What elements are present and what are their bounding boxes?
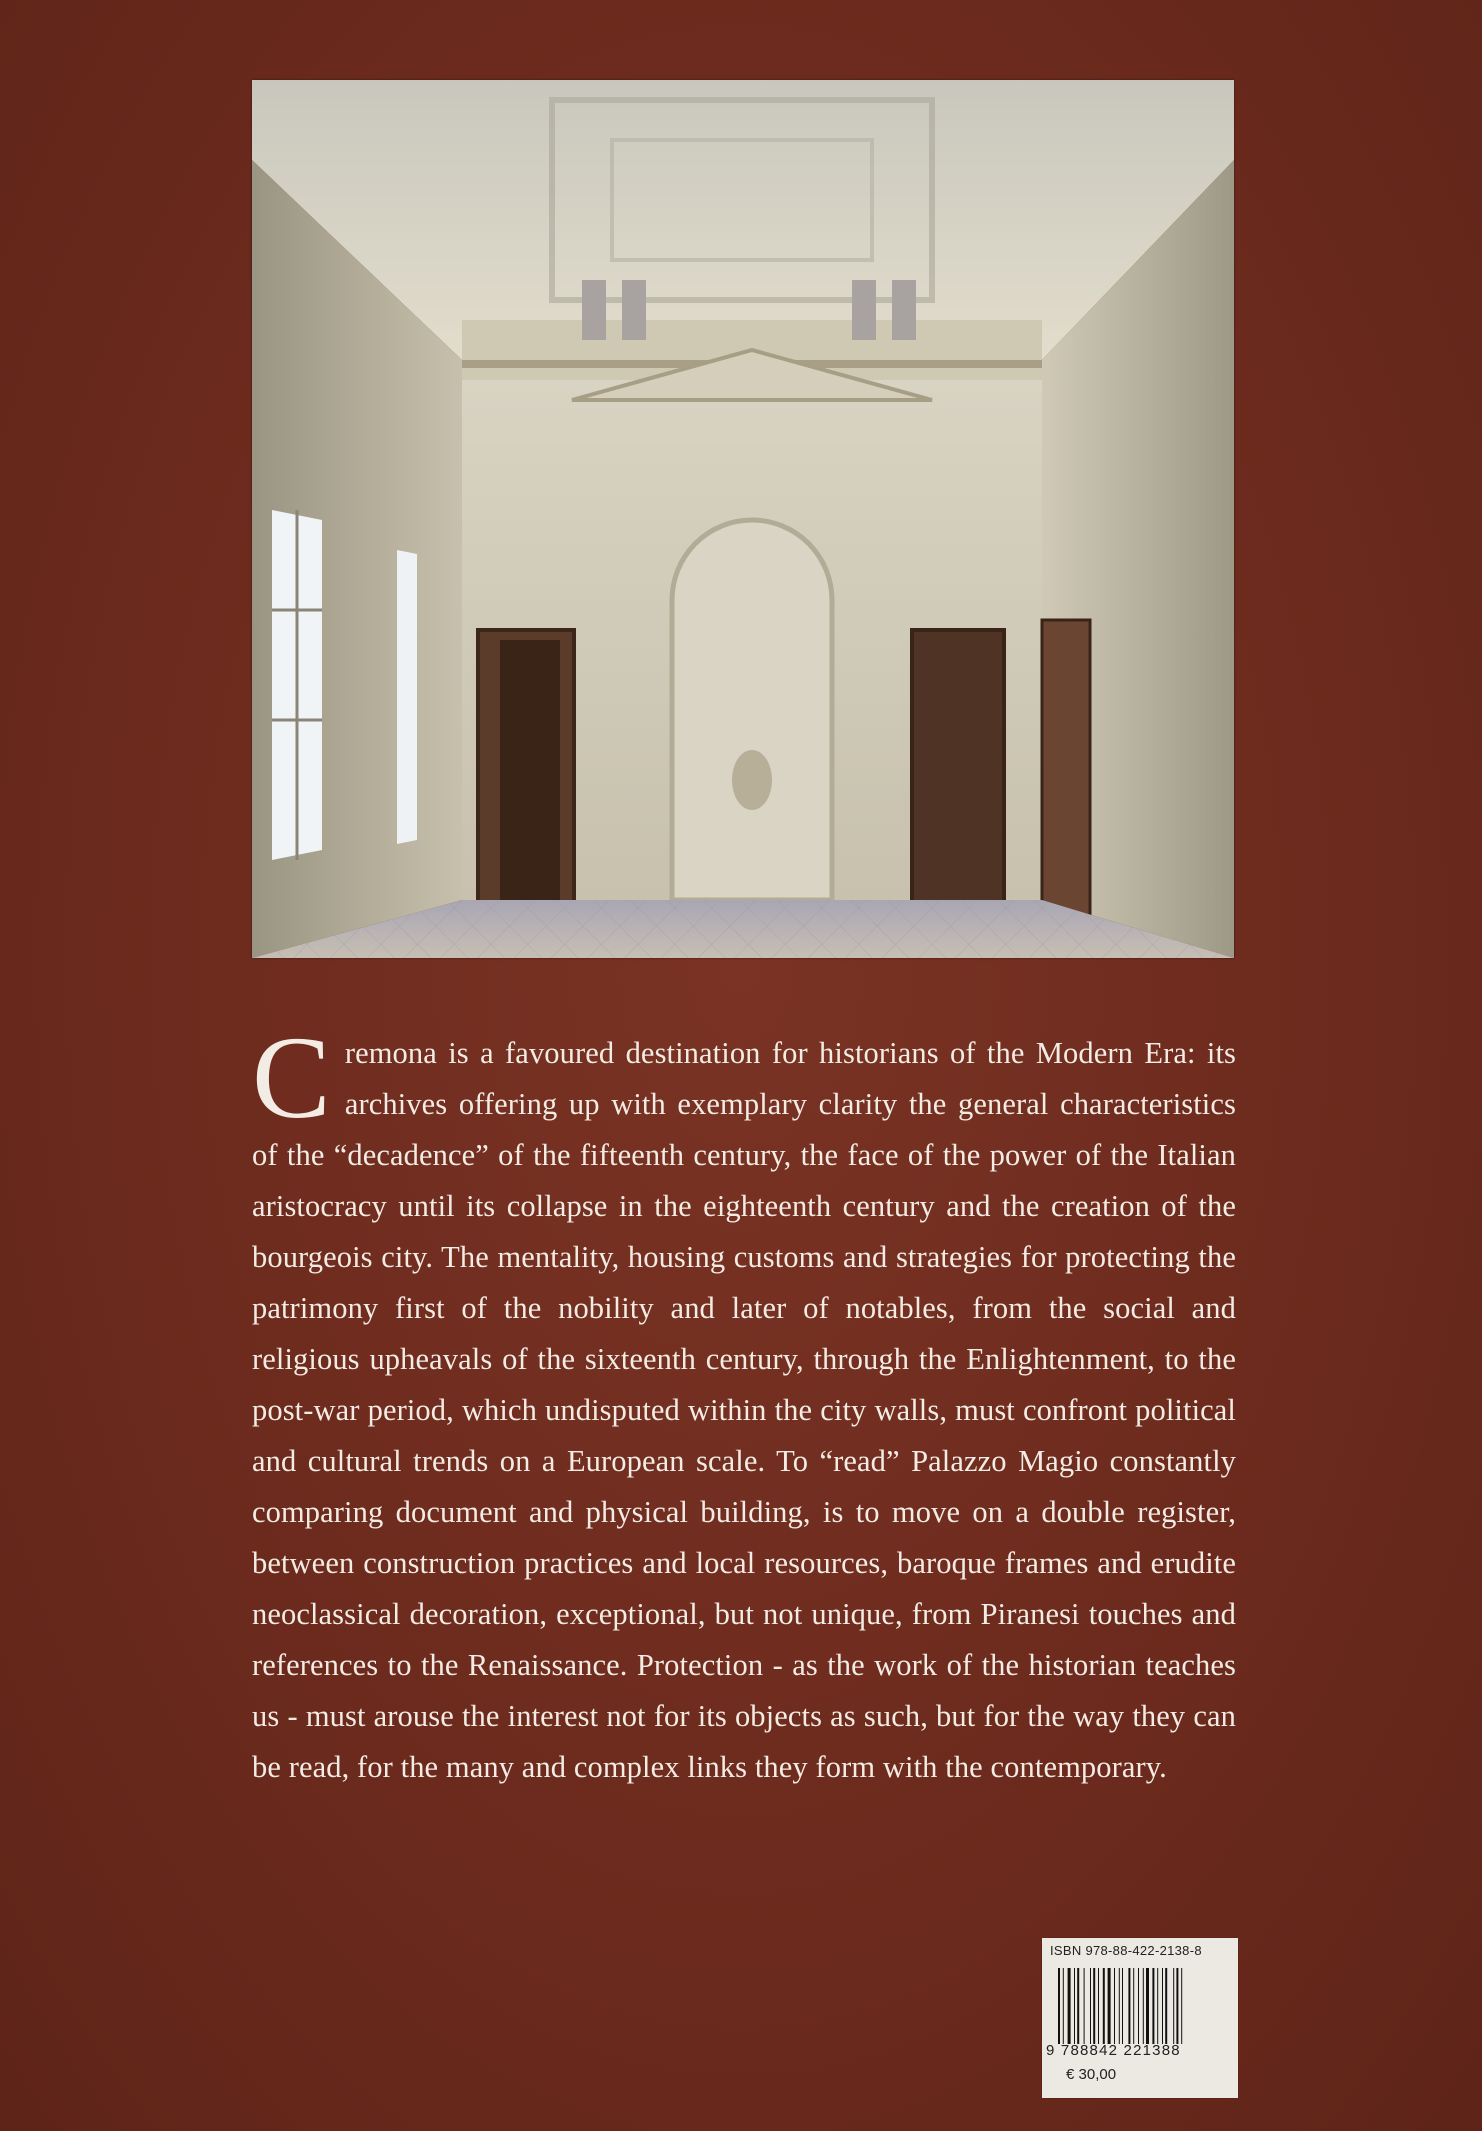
- price-label: € 30,00: [1066, 2066, 1117, 2083]
- palazzo-hall-illustration: [252, 80, 1234, 958]
- barcode-digits: 9 788842 221388: [1046, 2042, 1181, 2059]
- barcode-bar: [1128, 1968, 1130, 2044]
- barcode-bar: [1119, 1968, 1120, 2044]
- barcode-bar: [1162, 1968, 1163, 2044]
- barcode-bar: [1093, 1968, 1095, 2044]
- barcode-icon: [1058, 1968, 1228, 2044]
- barcode-bar: [1098, 1968, 1099, 2044]
- barcode-bar: [1103, 1968, 1105, 2044]
- cover-photo: [252, 80, 1234, 958]
- barcode-bar: [1084, 1968, 1085, 2044]
- barcode-panel: [1042, 1938, 1238, 2098]
- barcode-bar: [1165, 1968, 1167, 2044]
- drop-cap: C: [252, 1012, 331, 1143]
- barcode-bar: [1090, 1968, 1091, 2044]
- barcode-bar: [1108, 1968, 1111, 2044]
- barcode-bar: [1146, 1968, 1149, 2044]
- barcode-bar: [1181, 1968, 1182, 2044]
- barcode-bar: [1068, 1968, 1071, 2044]
- barcode-bar: [1143, 1968, 1144, 2044]
- barcode-bar: [1122, 1968, 1123, 2044]
- barcode-bar: [1077, 1968, 1079, 2044]
- body-text: [252, 1012, 1236, 1793]
- barcode-bar: [1063, 1968, 1064, 2044]
- body-paragraph: remona is a favoured destination for historians of the Modern Era: its archives offering up with exemplary clarity the general characteristics of the “decadence” of the fifteenth century, the face of the power of the Italian aristocracy until its collapse in the eighteenth century and the creation of the bourgeois city. The mentality, housing customs and strategies for protecting the patrimony first of the nobility and later of notables, from the social and religious upheavals of the sixteenth century, through the Enlightenment, to the post-war period, which undisputed within the city walls, must confront political and cultural trends on a European scale. To “read” Palazzo Magio constantly comparing document and physical building, is to move on a double register, between construction practices and local resources, baroque frames and erudite neoclassical decoration, exceptional, but not unique, from Piranesi touches and references to the Renaissance. Protection - as the work of the historian teaches us - must arouse the interest not for its objects as such, but for the way they can be read, for the many and complex links they form with the contemporary.: [252, 1036, 1236, 1784]
- barcode-bar: [1152, 1968, 1154, 2044]
- barcode-bar: [1074, 1968, 1075, 2044]
- barcode-bar: [1176, 1968, 1178, 2044]
- barcode-bar: [1157, 1968, 1158, 2044]
- barcode-bar: [1114, 1968, 1115, 2044]
- barcode-bar: [1133, 1968, 1134, 2044]
- barcode-bar: [1058, 1968, 1060, 2044]
- barcode-bar: [1173, 1968, 1174, 2044]
- isbn-label: ISBN 978-88-422-2138-8: [1050, 1943, 1202, 1958]
- barcode-bar: [1138, 1968, 1139, 2044]
